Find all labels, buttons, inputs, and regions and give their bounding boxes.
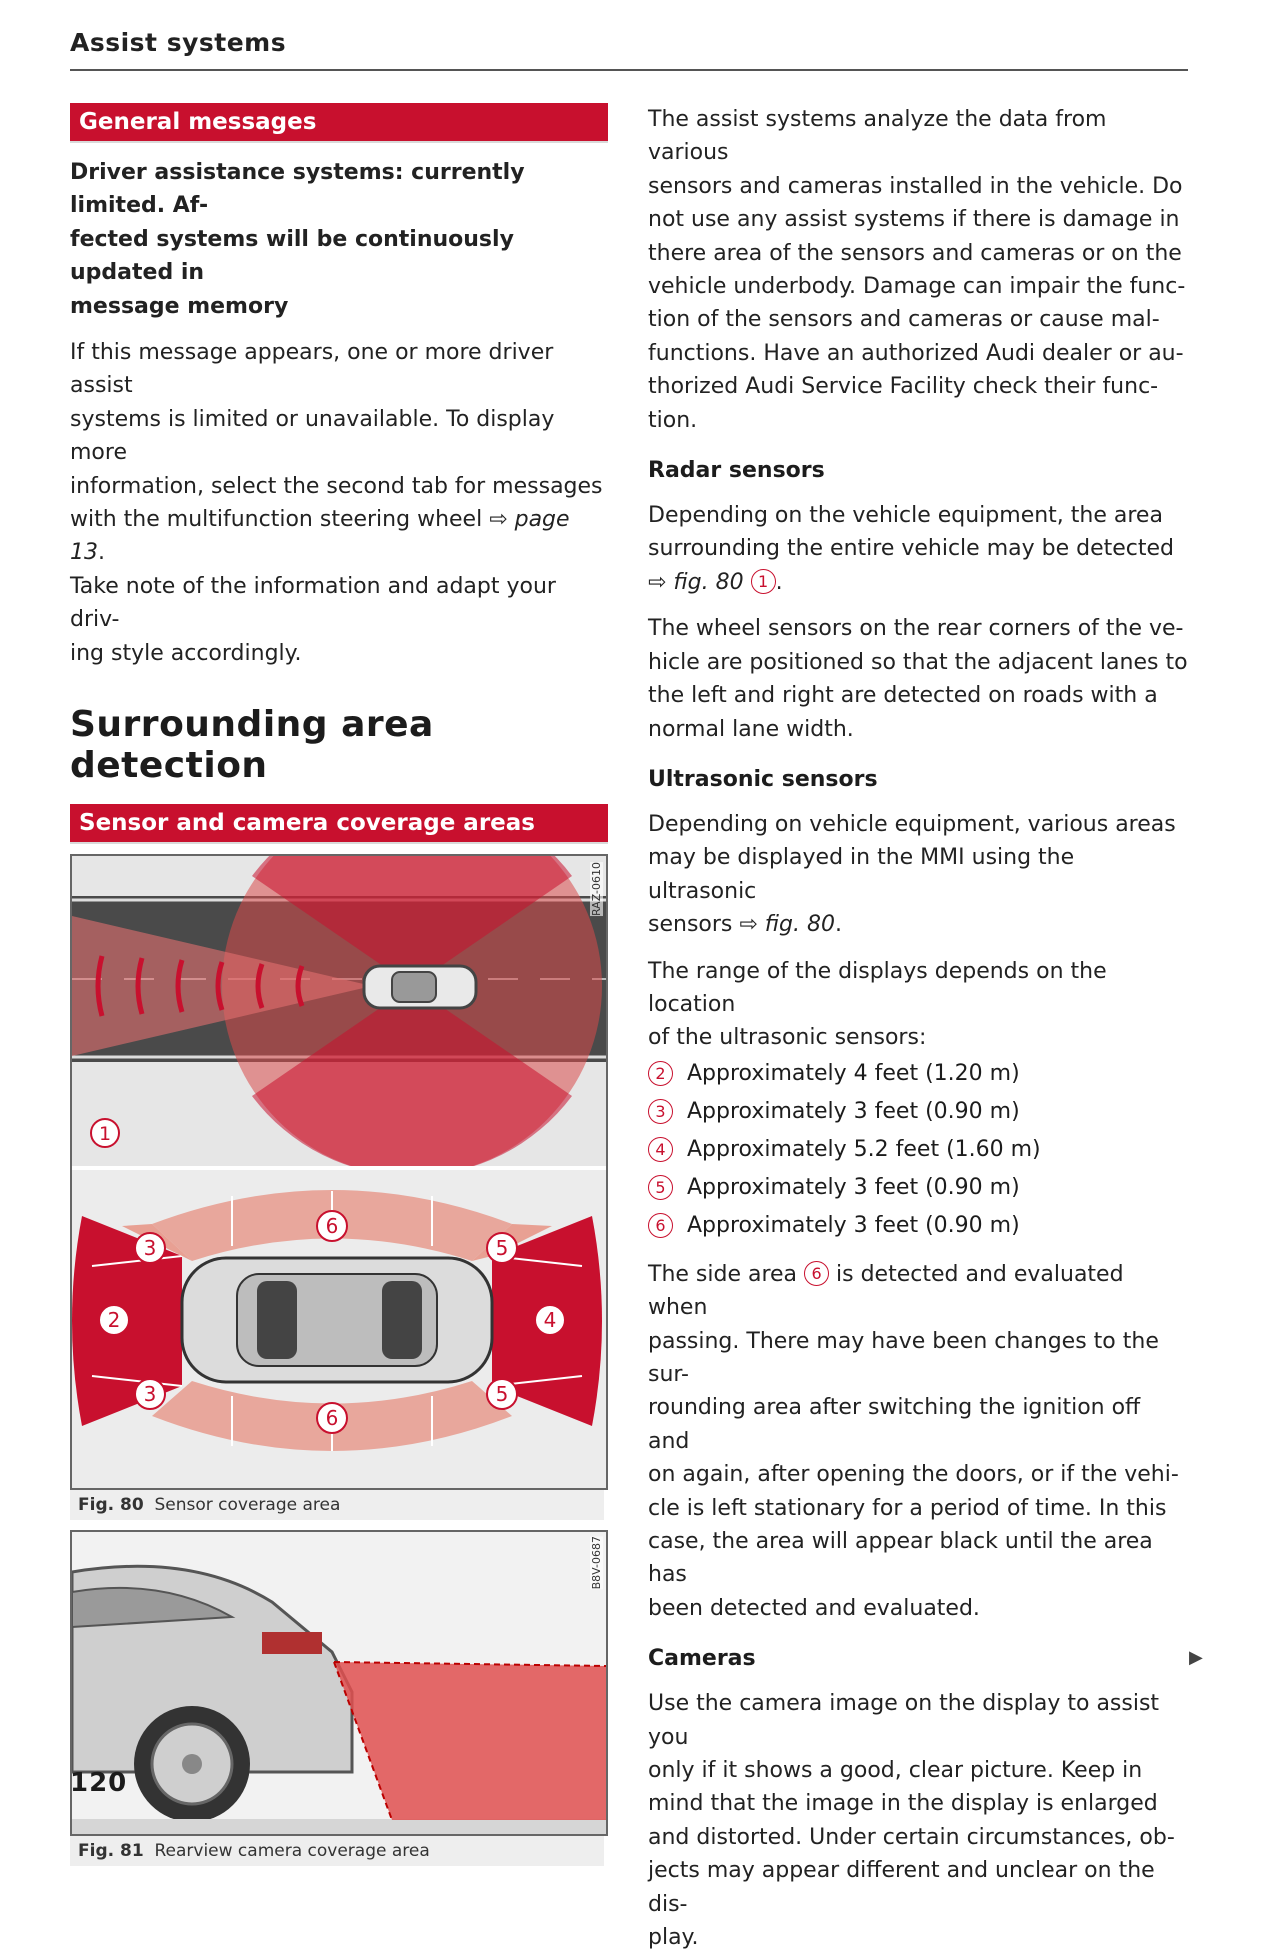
- right-column: [648, 103, 1188, 1954]
- figure-code: B8V-0687: [590, 1536, 603, 1590]
- text: The side area: [648, 1261, 805, 1287]
- sensor-coverage-illustration: [72, 856, 606, 1488]
- vehicle-roof: [392, 972, 436, 1002]
- page-number: 120: [70, 1768, 128, 1798]
- callout-2-icon: 2: [648, 1061, 673, 1086]
- text-line: functions. Have an authorized Audi dealer or au-: [648, 340, 1184, 366]
- coverage-areas-heading: Sensor and camera coverage areas: [70, 804, 608, 844]
- cameras-heading: Cameras: [648, 1646, 756, 1672]
- body-line: systems is limited or unavailable. To display more: [70, 406, 555, 466]
- callout-label: 6: [325, 1214, 339, 1239]
- text-line: on again, after opening the doors, or if the vehi-: [648, 1462, 1179, 1488]
- intro-paragraph: [648, 103, 1188, 437]
- range-text: Approximately 4 feet (1.20 m): [687, 1061, 1020, 1087]
- body-line: Take note of the information and adapt your driv-: [70, 573, 556, 633]
- range-text: Approximately 3 feet (0.90 m): [687, 1175, 1020, 1201]
- text-line: only if it shows a good, clear picture. Keep in: [648, 1758, 1143, 1784]
- body-line: [70, 503, 608, 570]
- text-line: been detected and evaluated.: [648, 1595, 980, 1621]
- hub: [182, 1754, 202, 1774]
- figure-label: Fig. 81: [78, 1841, 144, 1862]
- text-line: jects may appear different and unclear on the dis-: [648, 1858, 1155, 1917]
- text-line: cle is left stationary for a period of time. In this: [648, 1495, 1167, 1521]
- text-line: there area of the sensors and cameras or on the: [648, 240, 1182, 266]
- figure-caption-text: Rearview camera coverage area: [154, 1841, 430, 1862]
- warning-line: message memory: [70, 293, 289, 319]
- radar-sensors-heading: Radar sensors: [648, 458, 825, 484]
- body-line: information, select the second tab for messages: [70, 473, 603, 499]
- callout-label: 3: [143, 1382, 157, 1407]
- fig-80-link[interactable]: ⇨ fig. 80: [648, 569, 744, 595]
- figure-code: RAZ-0610: [590, 862, 603, 917]
- callout-label: 4: [543, 1308, 557, 1333]
- period: .: [834, 912, 842, 938]
- continue-arrow-icon: ▶: [1189, 1647, 1203, 1668]
- text-line: may be displayed in the MMI using the ultrasonic: [648, 845, 1075, 904]
- text-line: hicle are positioned so that the adjacent lanes to: [648, 649, 1188, 675]
- header-rule: [70, 69, 1188, 71]
- body-line: If this message appears, one or more driver assist: [70, 340, 554, 399]
- text-line: not use any assist systems if there is damage in: [648, 207, 1180, 233]
- text-line: Depending on vehicle equipment, various areas: [648, 811, 1176, 837]
- text-line: surrounding the entire vehicle may be detected: [648, 536, 1175, 562]
- cameras-paragraph: [648, 1687, 1188, 1954]
- text-line: vehicle underbody. Damage can impair the func-: [648, 274, 1186, 300]
- section-title: [70, 704, 608, 786]
- figure-81-caption: [70, 1836, 604, 1866]
- list-item: [648, 1169, 1188, 1207]
- callout-3-icon: 3: [648, 1099, 673, 1124]
- list-item: [648, 1093, 1188, 1131]
- section-title-line: detection: [70, 745, 268, 787]
- text: is detected and evaluated when: [648, 1261, 1124, 1321]
- text-line: Depending on the vehicle equipment, the area: [648, 503, 1163, 529]
- text-line: Use the camera image on the display to assist you: [648, 1691, 1160, 1750]
- range-text: Approximately 5.2 feet (1.60 m): [687, 1137, 1041, 1163]
- callout-label: 5: [495, 1236, 509, 1261]
- ground: [72, 1819, 606, 1834]
- text-line: tion of the sensors and cameras or cause mal-: [648, 307, 1160, 333]
- general-messages-heading: General messages: [70, 103, 608, 143]
- text-line: [648, 908, 1188, 941]
- text-line: case, the area will appear black until the area has: [648, 1529, 1153, 1588]
- left-column: [70, 103, 608, 1866]
- text-line: The assist systems analyze the data from various: [648, 107, 1107, 166]
- text-line: the left and right are detected on roads with a: [648, 683, 1158, 709]
- text: sensors: [648, 912, 740, 938]
- text-line: thorized Audi Service Facility check their func-: [648, 374, 1159, 400]
- ultrasonic-paragraph-2: [648, 955, 1188, 1055]
- text-line: passing. There may have been changes to the sur-: [648, 1328, 1159, 1387]
- callout-label: 2: [107, 1308, 121, 1333]
- text-line: sensors and cameras installed in the vehicle. Do: [648, 173, 1183, 199]
- period: .: [98, 540, 105, 566]
- callout-1-icon: 1: [751, 569, 776, 594]
- figure-caption-text: Sensor coverage area: [154, 1495, 341, 1516]
- figure-80-caption: [70, 1490, 604, 1520]
- figure-label: Fig. 80: [78, 1495, 144, 1516]
- body-line: ing style accordingly.: [70, 640, 302, 666]
- section-title-line: Surrounding area: [70, 704, 434, 746]
- text-line: rounding area after switching the ignition off and: [648, 1395, 1141, 1454]
- list-item: [648, 1055, 1188, 1093]
- range-list: [648, 1055, 1188, 1245]
- body-text: with the multifunction steering wheel: [70, 507, 490, 533]
- text-line: and distorted. Under certain circumstances, ob-: [648, 1824, 1175, 1850]
- callout-5-icon: 5: [648, 1175, 673, 1200]
- warning-message: [70, 156, 608, 323]
- rear-window: [257, 1281, 297, 1359]
- rearview-camera-illustration: [72, 1532, 606, 1834]
- radar-paragraph-2: [648, 612, 1188, 746]
- tail-light: [262, 1632, 322, 1654]
- callout-4-icon: 4: [648, 1137, 673, 1162]
- text-line: [648, 1258, 1188, 1325]
- range-text: Approximately 3 feet (0.90 m): [687, 1099, 1020, 1125]
- text-line: mind that the image in the display is enlarged: [648, 1791, 1158, 1817]
- list-item: [648, 1207, 1188, 1245]
- warning-line: Driver assistance systems: currently limited. Af-: [70, 160, 525, 219]
- callout-6-icon: 6: [804, 1261, 829, 1286]
- callout-label: 1: [98, 1123, 112, 1146]
- page-13-link[interactable]: ⇨ page 13: [70, 507, 570, 566]
- period: .: [775, 569, 783, 595]
- general-messages-body: [70, 336, 608, 670]
- callout-label: 5: [495, 1382, 509, 1407]
- list-item: [648, 1131, 1188, 1169]
- warning-line: fected systems will be continuously updated in: [70, 226, 514, 286]
- fig-80-link[interactable]: ⇨ fig. 80: [739, 912, 835, 938]
- text-line: tion.: [648, 407, 698, 433]
- figure-80: [70, 854, 608, 1490]
- windshield: [382, 1281, 422, 1359]
- range-text: Approximately 3 feet (0.90 m): [687, 1213, 1020, 1239]
- text-line: The wheel sensors on the rear corners of the ve-: [648, 616, 1184, 642]
- callout-6-icon: 6: [648, 1213, 673, 1238]
- ultrasonic-paragraph-1: [648, 808, 1188, 942]
- callout-label: 3: [143, 1236, 157, 1261]
- figure-81: [70, 1530, 608, 1836]
- callout-label: 6: [325, 1406, 339, 1431]
- running-title: Assist systems: [70, 28, 287, 57]
- text-line: The range of the displays depends on the location: [648, 958, 1107, 1017]
- text-line: play.: [648, 1925, 699, 1951]
- text-line: normal lane width.: [648, 716, 854, 742]
- ultrasonic-sensors-heading: Ultrasonic sensors: [648, 766, 878, 792]
- text-line: of the ultrasonic sensors:: [648, 1025, 927, 1051]
- text-line: [648, 566, 1188, 599]
- radar-paragraph-1: [648, 499, 1188, 599]
- side-area-paragraph: [648, 1258, 1188, 1625]
